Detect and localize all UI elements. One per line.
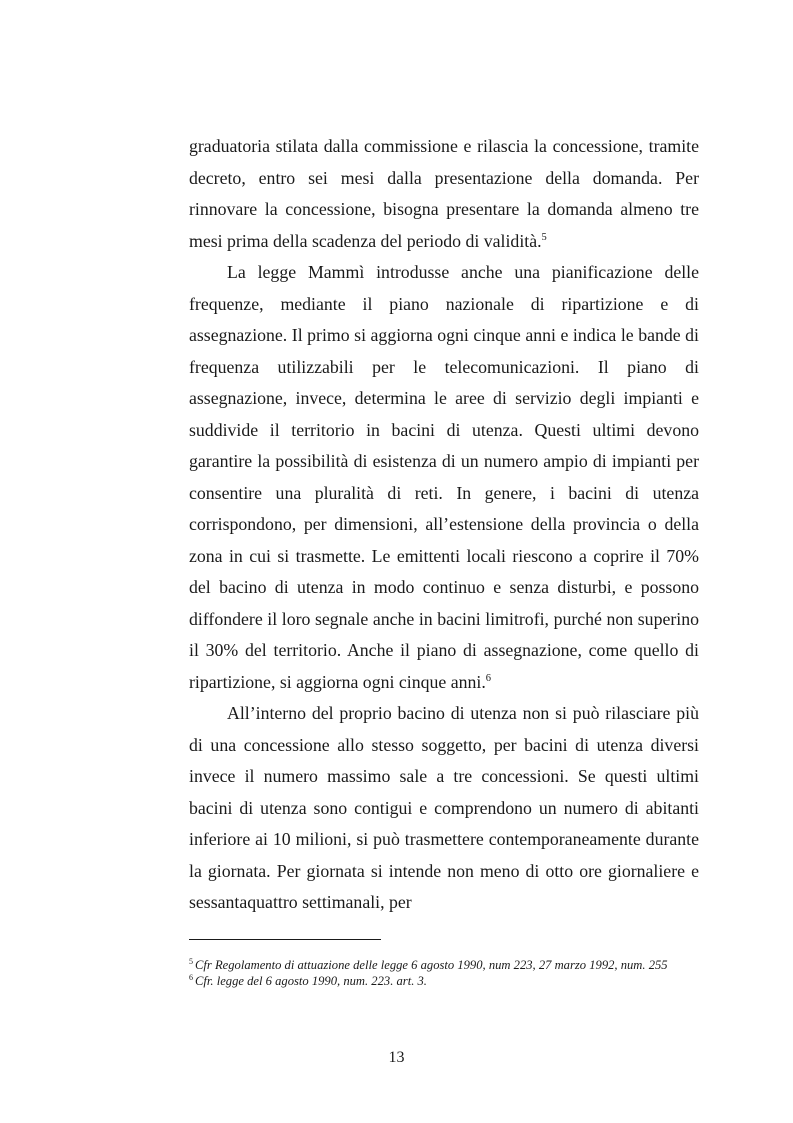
paragraph-2 — [189, 257, 699, 698]
footnote-text: Cfr. legge del 6 agosto 1990, num. 223. art. 3. — [195, 974, 427, 988]
footnote-reference: 6 — [485, 672, 492, 684]
paragraph-text: graduatoria stilata dalla commissione e rilascia la concessione, tramite decreto, entro sei mesi dalla presentazione della domanda. Per rinnovare la concessione, bisogna presentare la domanda almeno tre mesi prima della scadenza del periodo di validità. — [189, 136, 699, 251]
paragraph-3 — [189, 698, 699, 919]
footnote-separator — [189, 939, 381, 940]
footnote-text: Cfr Regolamento di attuazione delle legge 6 agosto 1990, num 223, 27 marzo 1992, num. 255 — [195, 958, 668, 972]
footnote — [189, 973, 709, 989]
footnote-number: 5 — [189, 957, 193, 966]
paragraph-1 — [189, 131, 699, 257]
paragraph-text: La legge Mammì introdusse anche una pianificazione delle frequenze, mediante il piano nazionale di ripartizione e di assegnazione. Il primo si aggiorna ogni cinque anni e indica le bande di frequenza utilizzabili per le telecomunicazioni. Il piano di assegnazione, invece, determina le aree di servizio degli impianti e suddivide il territorio in bacini di utenza. Questi ultimi devono garantire la possibilità di esistenza di un numero ampio di impianti per consentire una pluralità di reti. In genere, i bacini di utenza corrispondono, per dimensioni, all’estensione della provincia o della zona in cui si trasmette. Le emittenti locali riescono a coprire il 70% del bacino di utenza in modo continuo e senza disturbi, e possono diffondere il loro segnale anche in bacini limitrofi, purché non superino il 30% del territorio. Anche il piano di assegnazione, come quello di ripartizione, si aggiorna ogni cinque anni. — [189, 262, 699, 692]
footnotes — [189, 957, 709, 989]
body-text — [189, 131, 699, 919]
footnote-number: 6 — [189, 973, 193, 982]
paragraph-text: All’interno del proprio bacino di utenza non si può rilasciare più di una concessione allo stesso soggetto, per bacini di utenza diversi invece il numero massimo sale a tre concessioni. Se questi ultimi bacini di utenza sono contigui e comprendono un numero di abitanti inferiore ai 10 milioni, si può trasmettere contemporaneamente durante la giornata. Per giornata si intende non meno di otto ore giornaliere e sessantaquattro settimanali, per — [189, 703, 699, 912]
page-number: 13 — [388, 1049, 405, 1066]
footnote — [189, 957, 709, 973]
footnote-reference: 5 — [541, 231, 547, 243]
